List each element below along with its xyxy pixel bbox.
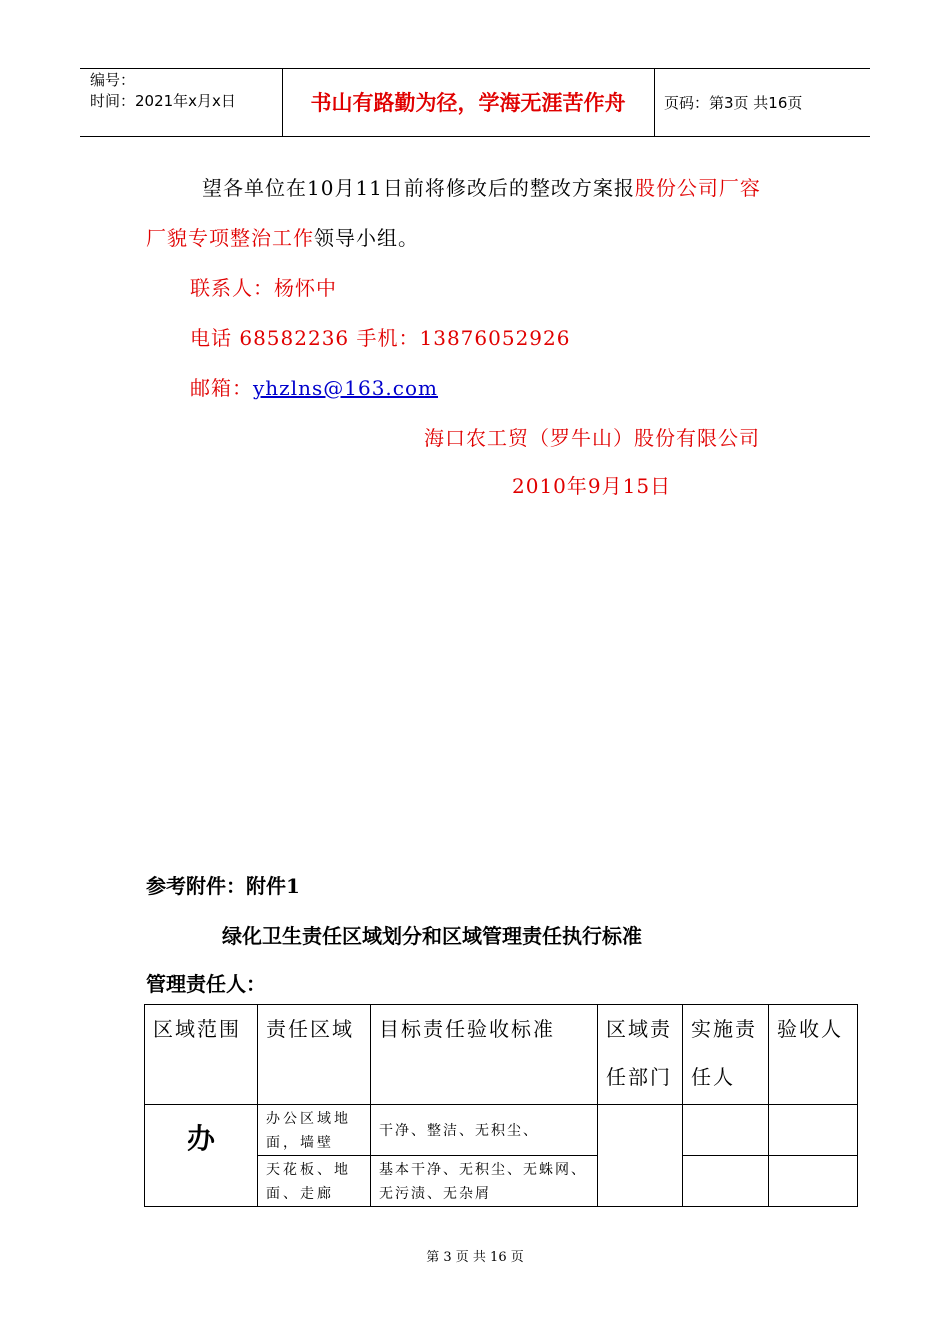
table-header-cell: 区域责任部门: [598, 1005, 683, 1105]
table-header-cell: 责任区域: [258, 1005, 371, 1105]
standard-cell: 基本干净、无积尘、无蛛网、无污渍、无杂屑: [371, 1156, 598, 1207]
table-header-cell: 区域范围: [145, 1005, 258, 1105]
inspector-cell: [769, 1105, 858, 1156]
paragraph-line-1: [202, 172, 761, 201]
contact-phone: 电话 68582236 手机：13876052926: [190, 326, 571, 350]
paragraph-text: 望各单位在10月11日前将修改后的整改方案报: [202, 176, 635, 200]
paragraph-text: 领导小组。: [314, 226, 419, 250]
implementer-cell: [683, 1156, 769, 1207]
inspector-cell: [769, 1156, 858, 1207]
area-cell: 天花板、地面、走廊: [258, 1156, 371, 1207]
table-header-cell: 实施责任人: [683, 1005, 769, 1105]
standard-cell: 干净、整洁、无积尘、: [371, 1105, 598, 1156]
company-name: 海口农工贸（罗牛山）股份有限公司: [424, 426, 760, 450]
attachment-title: 绿化卫生责任区域划分和区域管理责任执行标准: [222, 924, 642, 948]
paragraph-line-2: [146, 222, 419, 251]
contact-person: 联系人：杨怀中: [190, 276, 337, 300]
page-code: 页码：第3页 共16页: [664, 94, 803, 112]
number-label: 编号：: [90, 71, 136, 89]
header-divider: [654, 68, 655, 136]
header-left: [90, 70, 236, 112]
table-header-row: [145, 1005, 858, 1105]
area-cell: 办公区域地面，墙壁: [258, 1105, 371, 1156]
table-header-cell: 目标责任验收标准: [371, 1005, 598, 1105]
document-date: 2010年9月15日: [512, 474, 672, 498]
table-row: [145, 1105, 858, 1156]
time-label: 时间：2021年x月x日: [90, 92, 236, 110]
contact-email-line: [190, 372, 438, 401]
range-cell: 办: [145, 1105, 258, 1207]
implementer-cell: [683, 1105, 769, 1156]
manager-label: 管理责任人：: [146, 972, 266, 996]
responsibility-table: [144, 1004, 858, 1207]
paragraph-highlight: 股份公司厂容: [634, 176, 761, 200]
paragraph-highlight: 厂貌专项整治工作: [146, 226, 314, 250]
attachment-label: 参考附件：附件1: [146, 874, 300, 898]
email-link[interactable]: yhzlns@163.com: [253, 376, 438, 400]
header-bottom-rule: [80, 136, 870, 137]
email-label: 邮箱：: [190, 376, 253, 400]
table-header-cell: 验收人: [769, 1005, 858, 1105]
page-footer: 第 3 页 共 16 页: [426, 1250, 524, 1265]
department-cell: [598, 1105, 683, 1207]
header-motto: 书山有路勤为径，学海无涯苦作舟: [310, 91, 626, 115]
